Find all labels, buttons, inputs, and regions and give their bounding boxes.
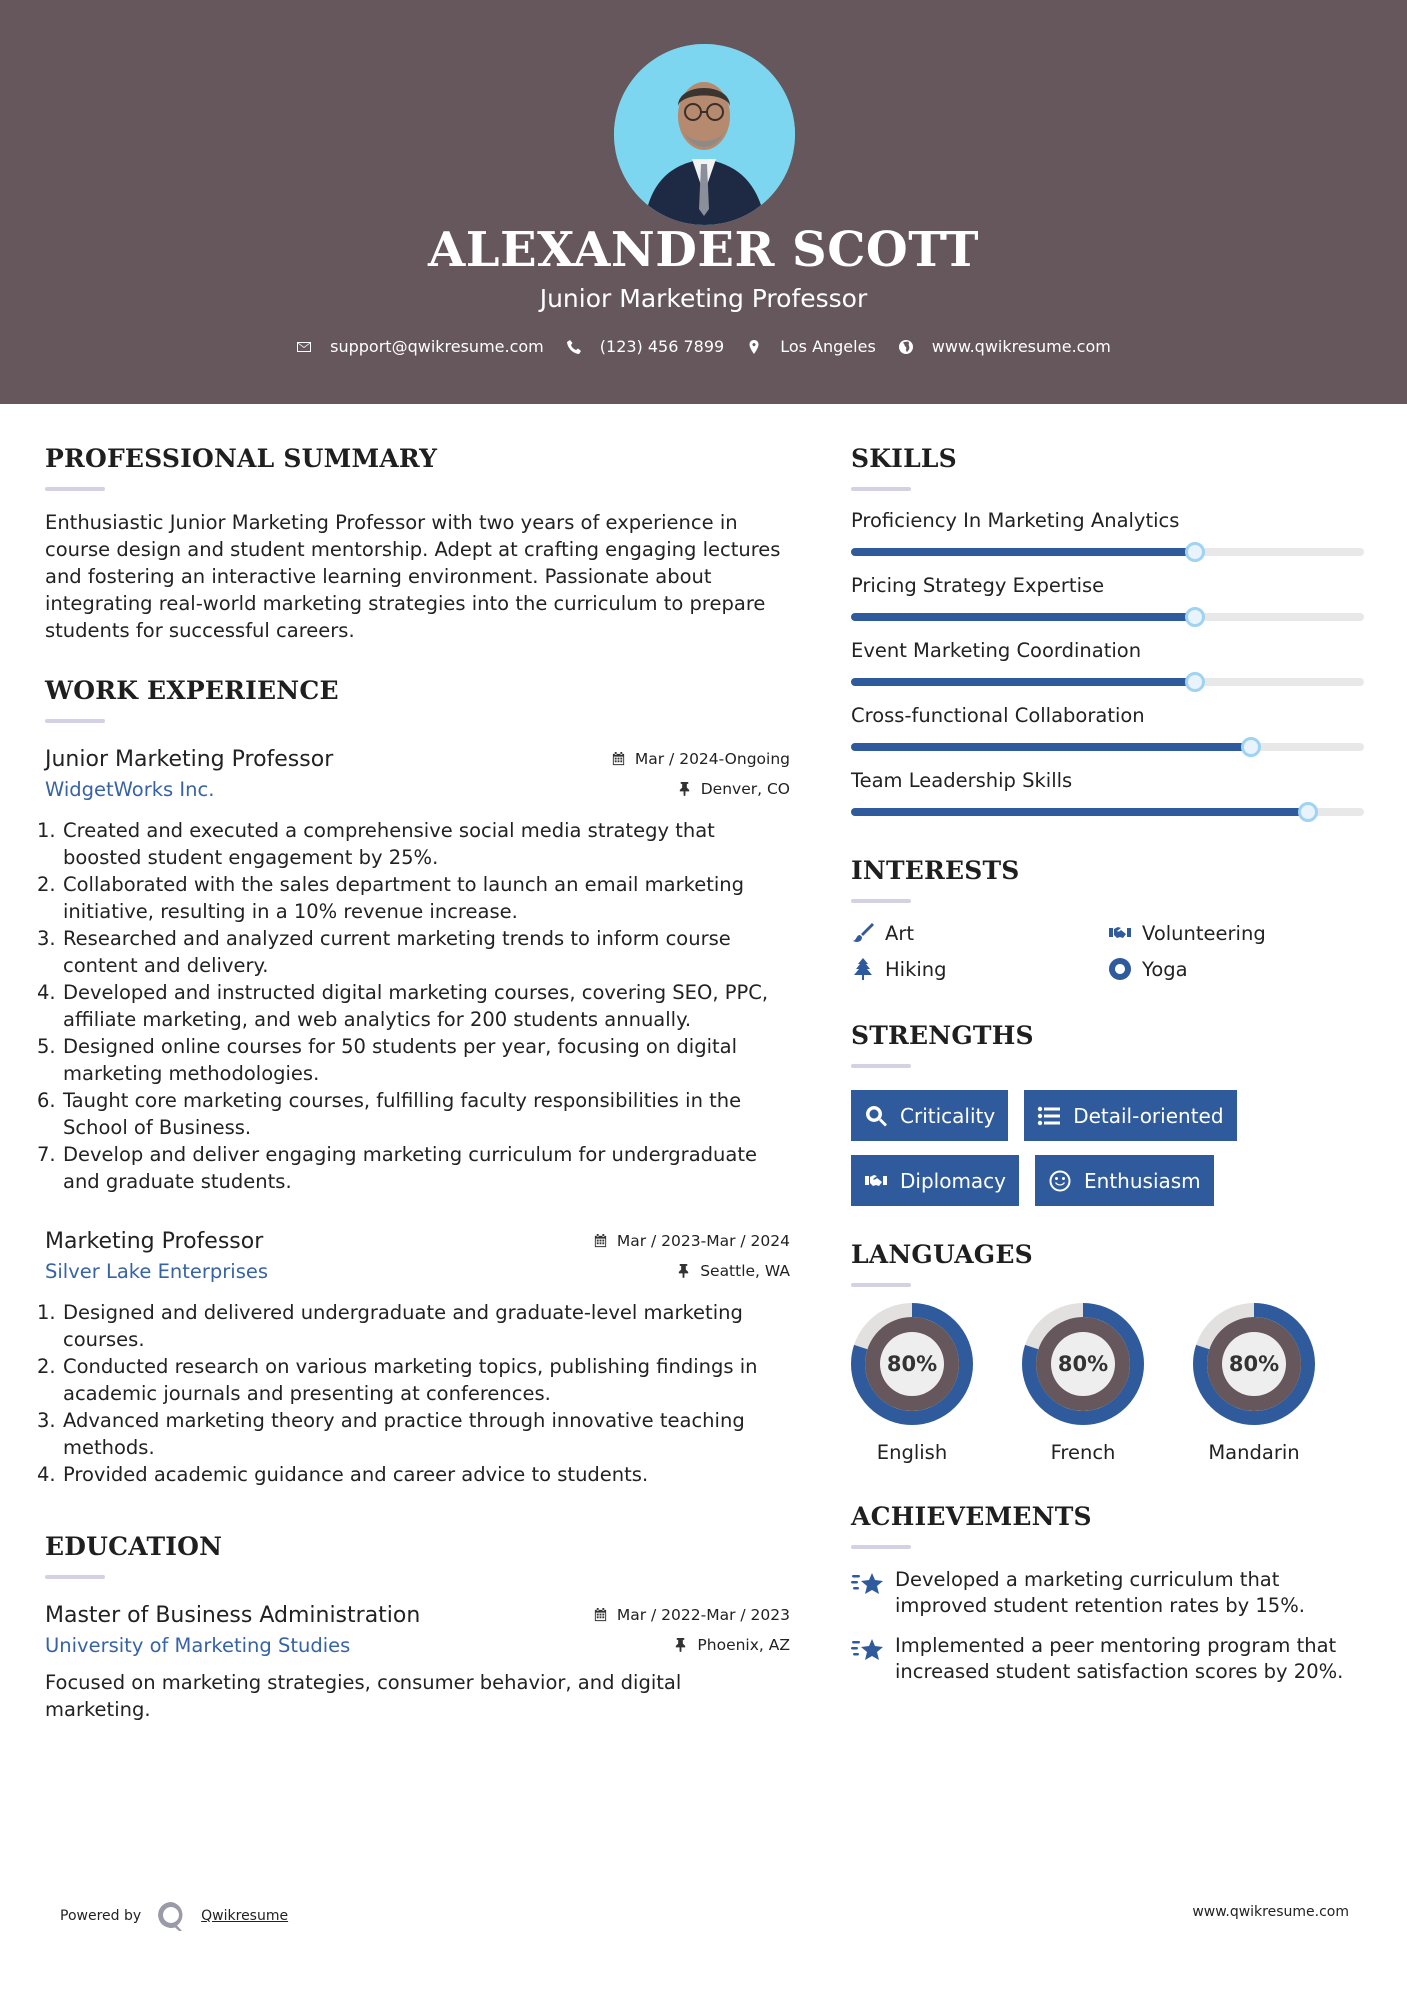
thumbtack-icon <box>676 1263 691 1278</box>
achievement-text: Developed a marketing curriculum that improved student retention rates by 15%. <box>895 1568 1305 1617</box>
job-entry <box>37 747 790 1195</box>
list-item: 3. Researched and analyzed current marketing trends to inform course content and delivery. <box>37 927 731 977</box>
list-item: 4. Provided academic guidance and career advice to students. <box>37 1463 649 1486</box>
skill-bar <box>851 808 1364 816</box>
strengths-list <box>851 1090 1364 1206</box>
section-heading: ACHIEVEMENTS <box>851 1502 1092 1531</box>
interest-item: Volunteering <box>1108 921 1364 945</box>
heading-underline <box>851 1064 911 1068</box>
achievement-item <box>851 1567 1364 1619</box>
phone-icon <box>566 339 582 355</box>
section-heading: PROFESSIONAL SUMMARY <box>45 444 438 473</box>
language-item <box>1022 1303 1144 1464</box>
heading-underline <box>45 719 105 723</box>
calendar-icon <box>593 1607 608 1622</box>
list-item: 5. Designed online courses for 50 students per year, focusing on digital marketing methodologies. <box>37 1035 738 1085</box>
job-location: Denver, CO <box>677 780 790 798</box>
interest-item: Art <box>851 921 1108 945</box>
handshake-icon <box>864 1169 888 1193</box>
contact-website[interactable] <box>898 337 1111 356</box>
education-dates: Mar / 2022-Mar / 2023 <box>593 1606 790 1624</box>
language-donut <box>851 1303 973 1425</box>
shooting-star-icon <box>851 1635 885 1665</box>
job-bullets <box>37 1299 790 1488</box>
skill-bar-knob <box>1241 737 1261 757</box>
contact-website-text: www.qwikresume.com <box>931 337 1111 356</box>
job-dates: Mar / 2023-Mar / 2024 <box>593 1232 790 1250</box>
list-item: 4. Developed and instructed digital marketing courses, covering SEO, PPC, affiliate marketing, and web analytics for 200 students annually. <box>37 981 769 1031</box>
company-name[interactable]: WidgetWorks Inc. <box>45 778 215 801</box>
section-heading: STRENGTHS <box>851 1021 1034 1050</box>
skill-bar <box>851 743 1364 751</box>
job-entry <box>37 1229 790 1488</box>
smile-icon <box>1048 1169 1072 1193</box>
education-description: Focused on marketing strategies, consumer behavior, and digital marketing. <box>45 1671 682 1721</box>
summary-section <box>45 444 790 644</box>
language-percent: 80% <box>1228 1352 1280 1376</box>
skill-bar <box>851 613 1364 621</box>
paintbrush-icon <box>851 921 875 945</box>
section-heading: INTERESTS <box>851 856 1020 885</box>
language-donut <box>1193 1303 1315 1425</box>
achievements-list <box>851 1567 1364 1685</box>
skill-item <box>851 574 1364 621</box>
list-item: 1. Created and executed a comprehensive social media strategy that boosted student engagement by 25%. <box>37 819 715 869</box>
achievement-item <box>851 1633 1364 1685</box>
education-location: Phoenix, AZ <box>673 1636 790 1654</box>
list-item: 7. Develop and deliver engaging marketing curriculum for undergraduate and graduate students. <box>37 1143 757 1193</box>
heading-underline <box>45 1575 105 1579</box>
strength-chip: Detail-oriented <box>1024 1090 1236 1141</box>
profile-photo-image <box>614 44 795 225</box>
skill-bar-knob <box>1185 607 1205 627</box>
candidate-name: ALEXANDER SCOTT <box>428 222 979 278</box>
contact-location-text: Los Angeles <box>780 337 876 356</box>
language-label: English <box>876 1441 948 1464</box>
languages-section <box>851 1240 1364 1464</box>
heading-underline <box>851 487 911 491</box>
job-location: Seattle, WA <box>676 1262 790 1280</box>
experience-section <box>37 676 790 1488</box>
interests-grid <box>851 921 1364 981</box>
achievement-text: Implemented a peer mentoring program that increased student satisfaction scores by 20%. <box>895 1634 1344 1683</box>
strength-chip: Criticality <box>851 1090 1008 1141</box>
contact-phone-text: (123) 456 7899 <box>599 337 725 356</box>
skill-label: Team Leadership Skills <box>851 769 1073 792</box>
section-heading: WORK EXPERIENCE <box>45 676 339 705</box>
skill-item <box>851 704 1364 751</box>
skill-label: Cross-functional Collaboration <box>851 704 1145 727</box>
job-title: Marketing Professor <box>45 1229 264 1254</box>
skill-label: Proficiency In Marketing Analytics <box>851 509 1180 532</box>
skill-item <box>851 509 1364 556</box>
globe-icon <box>898 339 914 355</box>
education-entry <box>45 1603 790 1723</box>
contact-location <box>746 337 876 356</box>
skill-bar-knob <box>1298 802 1318 822</box>
skill-bar <box>851 678 1364 686</box>
degree-title: Master of Business Administration <box>45 1603 421 1628</box>
interest-item: Hiking <box>851 957 1108 981</box>
company-name[interactable]: Silver Lake Enterprises <box>45 1260 269 1283</box>
profile-photo <box>614 44 795 225</box>
calendar-icon <box>611 751 626 766</box>
strength-chip: Enthusiasm <box>1035 1155 1214 1206</box>
right-column <box>851 444 1364 1699</box>
resume-header <box>0 0 1407 404</box>
skill-label: Pricing Strategy Expertise <box>851 574 1105 597</box>
list-item: 6. Taught core marketing courses, fulfilling faculty responsibilities in the School of Business. <box>37 1089 742 1139</box>
thumbtack-icon <box>677 781 692 796</box>
skill-bar <box>851 548 1364 556</box>
strengths-section <box>851 1021 1364 1206</box>
contact-email[interactable] <box>296 337 544 356</box>
list-item: 3. Advanced marketing theory and practice through innovative teaching methods. <box>37 1409 745 1459</box>
language-donut <box>1022 1303 1144 1425</box>
list-item: 2. Collaborated with the sales department to launch an email marketing initiative, resulting in a 10% revenue increase. <box>37 873 745 923</box>
languages-list <box>851 1303 1364 1464</box>
heading-underline <box>851 899 911 903</box>
language-percent: 80% <box>886 1352 938 1376</box>
powered-by-label: Powered by <box>60 1908 142 1924</box>
calendar-icon <box>593 1233 608 1248</box>
job-bullets <box>37 817 790 1195</box>
skill-item <box>851 639 1364 686</box>
heading-underline <box>851 1283 911 1287</box>
language-label: French <box>1050 1441 1116 1464</box>
job-dates: Mar / 2024-Ongoing <box>611 750 790 768</box>
skill-bar-knob <box>1185 542 1205 562</box>
footer-website[interactable]: www.qwikresume.com <box>1192 1904 1349 1920</box>
skill-bar-knob <box>1185 672 1205 692</box>
skill-item <box>851 769 1364 816</box>
envelope-icon <box>296 339 312 355</box>
language-item <box>851 1303 973 1464</box>
list-item: 2. Conducted research on various marketing topics, publishing findings in academic journals and presenting at conferences. <box>37 1355 758 1405</box>
section-heading: LANGUAGES <box>851 1240 1033 1269</box>
school-name[interactable]: University of Marketing Studies <box>45 1634 351 1657</box>
section-heading: SKILLS <box>851 444 957 473</box>
footer-powered-by <box>60 1900 288 1932</box>
skill-label: Event Marketing Coordination <box>851 639 1142 662</box>
shooting-star-icon <box>851 1569 885 1599</box>
interests-section <box>851 856 1364 981</box>
achievements-section <box>851 1502 1364 1685</box>
contact-email-text: support@qwikresume.com <box>330 337 544 356</box>
skills-section <box>851 444 1364 816</box>
strength-chip: Diplomacy <box>851 1155 1019 1206</box>
language-percent: 80% <box>1057 1352 1109 1376</box>
candidate-title: Junior Marketing Professor <box>539 284 868 313</box>
education-section <box>45 1532 790 1723</box>
thumbtack-icon <box>673 1637 688 1652</box>
section-heading: EDUCATION <box>45 1532 223 1561</box>
qwikresume-logo-icon <box>155 1900 187 1932</box>
contact-info <box>0 337 1407 356</box>
heading-underline <box>45 487 105 491</box>
handshake-icon <box>1108 921 1132 945</box>
interest-item: Yoga <box>1108 957 1364 981</box>
tree-icon <box>851 957 875 981</box>
language-label: Mandarin <box>1208 1441 1300 1464</box>
heading-underline <box>851 1545 911 1549</box>
job-title: Junior Marketing Professor <box>45 747 334 772</box>
life-ring-icon <box>1108 957 1132 981</box>
language-item <box>1193 1303 1315 1464</box>
left-column <box>37 444 790 1723</box>
list-icon <box>1037 1104 1061 1128</box>
search-icon <box>864 1104 888 1128</box>
qwikresume-link[interactable]: Qwikresume <box>201 1908 289 1924</box>
summary-text: Enthusiastic Junior Marketing Professor with two years of experience in course design and student mentorship. Adept at crafting engaging lectures and fostering an interactive learning environment. Passionate about integrating real-world marketing strategies into the curriculum to prepare students for successful careers. <box>45 511 781 642</box>
contact-phone[interactable] <box>566 337 724 356</box>
map-marker-icon <box>746 339 762 355</box>
list-item: 1. Designed and delivered undergraduate and graduate-level marketing courses. <box>37 1301 743 1351</box>
